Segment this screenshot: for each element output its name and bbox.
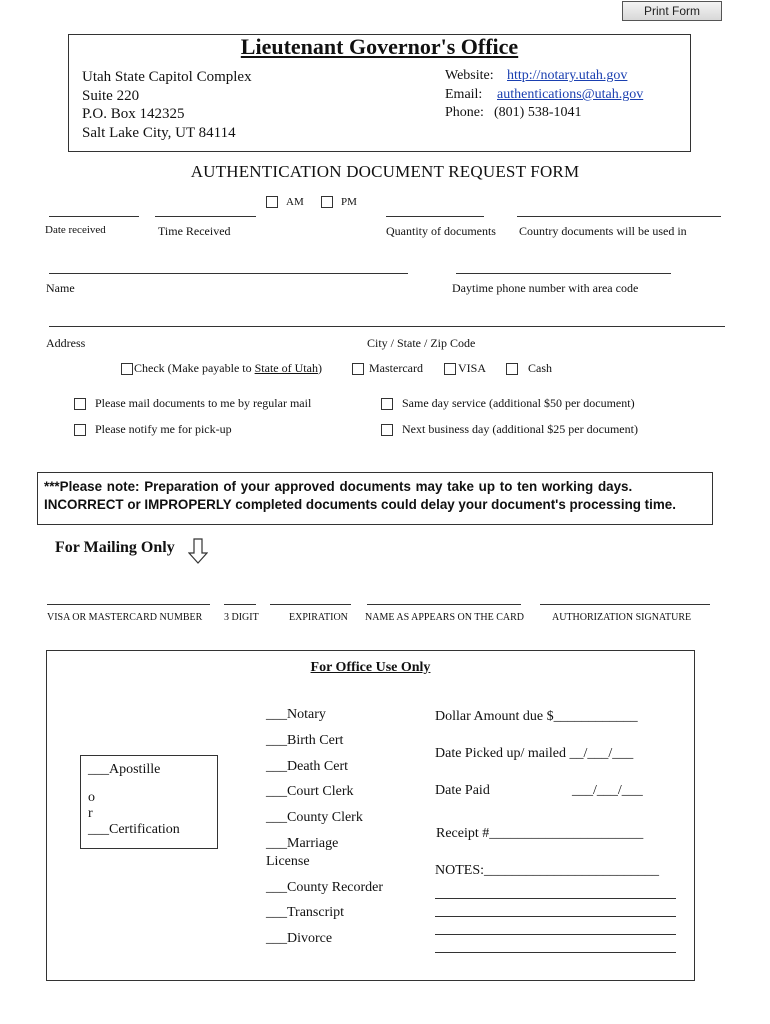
cash-label: Cash [528, 361, 552, 375]
city-state-zip-label: City / State / Zip Code [367, 336, 476, 350]
doc-type-court-clerk[interactable]: ___Court Clerk [266, 784, 354, 799]
next-day-checkbox[interactable] [381, 424, 393, 436]
doc-type-license: License [266, 854, 310, 869]
doc-type-county-clerk[interactable]: ___County Clerk [266, 810, 363, 825]
doc-type-notary[interactable]: ___Notary [266, 707, 326, 722]
pickup-label: Please notify me for pick-up [95, 422, 232, 436]
expiration-label: EXPIRATION [289, 612, 348, 623]
notes-line-4[interactable] [435, 952, 676, 953]
card-number-line[interactable] [47, 604, 210, 605]
name-line[interactable] [49, 273, 408, 274]
signature-label: AUTHORIZATION SIGNATURE [552, 612, 692, 623]
notice-line-2: INCORRECT or IMPROPERLY completed documents could delay your document's processing time. [44, 497, 676, 512]
notes-label: NOTES:_________________________ [435, 863, 659, 878]
address-line-4: Salt Lake City, UT 84114 [82, 125, 236, 141]
mastercard-label: Mastercard [369, 361, 423, 375]
doc-type-transcript[interactable]: ___Transcript [266, 905, 345, 920]
next-day-label: Next business day (additional $25 per document) [402, 422, 638, 436]
card-name-label: NAME AS APPEARS ON THE CARD [365, 612, 525, 623]
address-label: Address [46, 336, 86, 350]
time-received-line[interactable] [155, 216, 256, 217]
visa-label: VISA [458, 361, 487, 375]
address-line-1: Utah State Capitol Complex [82, 69, 252, 85]
doc-type-county-recorder[interactable]: ___County Recorder [266, 880, 384, 895]
doc-type-marriage[interactable]: ___Marriage [266, 836, 339, 851]
name-label: Name [46, 281, 75, 295]
phone-line[interactable] [456, 273, 671, 274]
or-o: o [88, 790, 95, 805]
expiration-line[interactable] [270, 604, 351, 605]
notice-line-1: ***Please note: Preparation of your approved documents may take up to ten working days. [44, 479, 633, 494]
mail-documents-label: Please mail documents to me by regular mail [95, 396, 312, 410]
date-paid-label: Date Paid [435, 783, 490, 798]
certification-option[interactable]: ___Certification [88, 822, 180, 837]
check-payee: State of Utah [254, 361, 318, 375]
page-title: Lieutenant Governor's Office [240, 34, 519, 59]
three-digit-line[interactable] [224, 604, 256, 605]
doc-type-birth-cert[interactable]: ___Birth Cert [266, 733, 344, 748]
phone-value: (801) 538-1041 [494, 105, 582, 120]
pickup-checkbox[interactable] [74, 424, 86, 436]
address-line-3: P.O. Box 142325 [82, 106, 185, 122]
email-link[interactable]: authentications@utah.gov [497, 87, 644, 102]
mastercard-checkbox[interactable] [352, 363, 364, 375]
notes-line-3[interactable] [435, 934, 676, 935]
time-received-label: Time Received [158, 224, 231, 238]
phone-number-label: Daytime phone number with area code [452, 281, 639, 295]
visa-checkbox[interactable] [444, 363, 456, 375]
email-label: Email: [445, 87, 483, 102]
am-checkbox[interactable] [266, 196, 278, 208]
signature-line[interactable] [540, 604, 710, 605]
website-label: Website: [445, 68, 494, 83]
address-line[interactable] [49, 326, 725, 327]
date-picked-up: Date Picked up/ mailed __/___/___ [435, 746, 634, 761]
mail-documents-checkbox[interactable] [74, 398, 86, 410]
same-day-label: Same day service (additional $50 per document) [402, 396, 635, 410]
same-day-checkbox[interactable] [381, 398, 393, 410]
quantity-line[interactable] [386, 216, 484, 217]
arrow-down-icon [188, 538, 208, 564]
doc-type-death-cert[interactable]: ___Death Cert [266, 759, 349, 774]
date-received-label: Date received [45, 224, 106, 236]
pm-label: PM [341, 196, 357, 208]
card-number-label: VISA OR MASTERCARD NUMBER [47, 612, 203, 623]
office-use-heading: For Office Use Only [310, 660, 431, 675]
card-name-line[interactable] [367, 604, 521, 605]
three-digit-label: 3 DIGIT [224, 612, 259, 623]
apostille-option[interactable]: ___Apostille [88, 762, 161, 777]
check-payment-checkbox[interactable] [121, 363, 133, 375]
notes-line-1[interactable] [435, 898, 676, 899]
check-prefix: Check (Make payable to [134, 361, 255, 375]
quantity-label: Quantity of documents [386, 224, 496, 238]
pm-checkbox[interactable] [321, 196, 333, 208]
notes-line-2[interactable] [435, 916, 676, 917]
cash-checkbox[interactable] [506, 363, 518, 375]
am-label: AM [286, 196, 304, 208]
doc-type-divorce[interactable]: ___Divorce [266, 931, 333, 946]
date-received-line[interactable] [49, 216, 139, 217]
print-form-button[interactable]: Print Form [622, 1, 722, 21]
country-line[interactable] [517, 216, 721, 217]
address-line-2: Suite 220 [82, 88, 140, 104]
mailing-heading: For Mailing Only [55, 539, 175, 556]
date-paid-blank: ___/___/___ [572, 783, 643, 798]
check-suffix: ) [317, 361, 322, 375]
check-payment-label [134, 361, 322, 376]
form-title: AUTHENTICATION DOCUMENT REQUEST FORM [190, 162, 580, 181]
website-link[interactable]: http://notary.utah.gov [507, 68, 628, 83]
phone-label: Phone: [445, 105, 484, 120]
dollar-amount-due: Dollar Amount due $____________ [435, 709, 638, 724]
or-r: r [88, 806, 93, 821]
receipt-number: Receipt #______________________ [436, 826, 644, 841]
country-label: Country documents will be used in [519, 224, 687, 238]
